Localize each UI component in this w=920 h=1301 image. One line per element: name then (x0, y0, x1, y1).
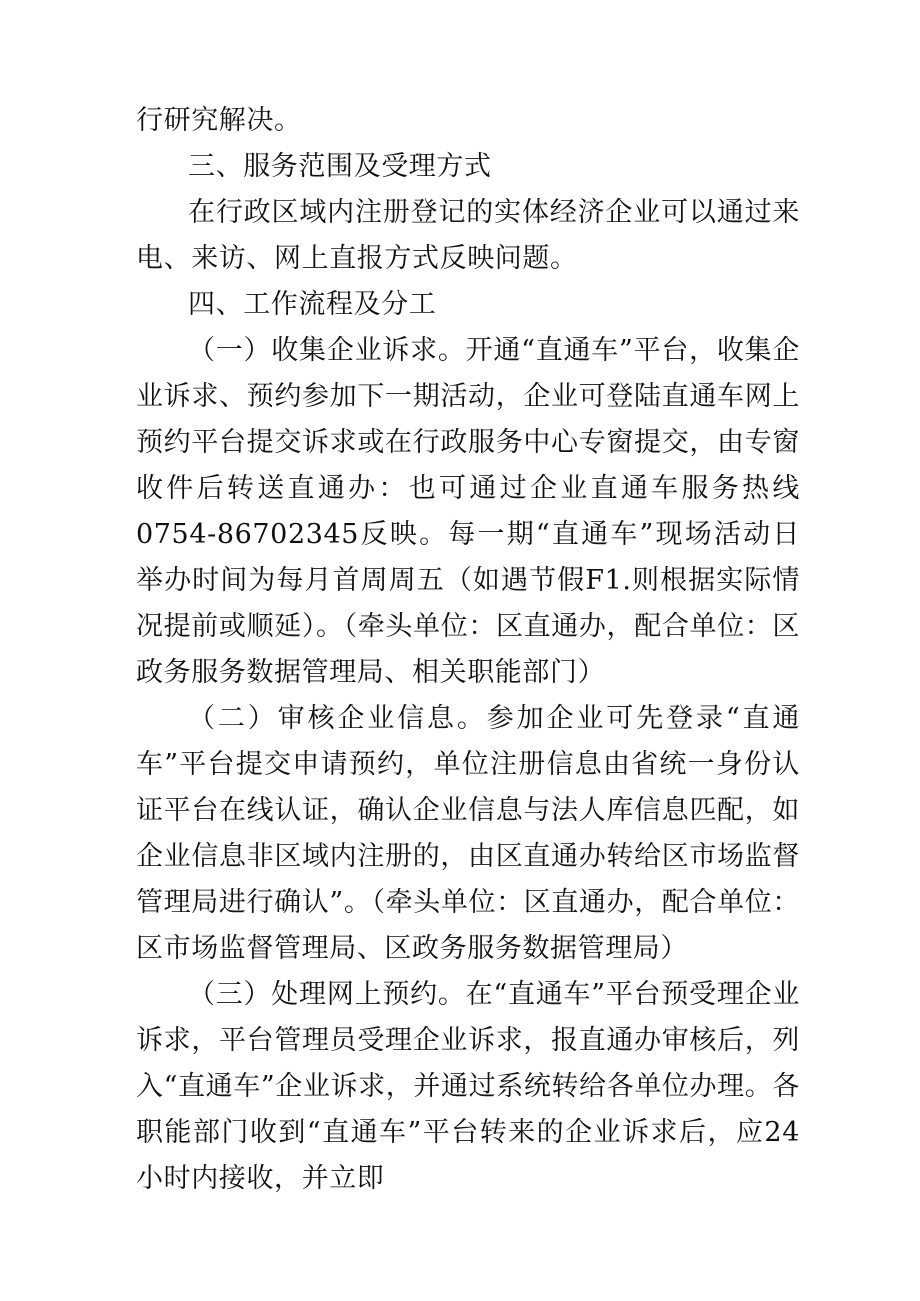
paragraph-process-appointments: （三）处理网上预约。在“直通车”平台预受理企业诉求，平台管理员受理企业诉求，报直通办审核后，列入“直通车”企业诉求，并通过系统转给各单位办理。各职能部门收到“直通车”平台转来的企业诉求后，应24小时内接收，并立即 (136, 979, 800, 1194)
section-heading-workflow: 四、工作流程及分工 (188, 289, 437, 320)
paragraph-continuation: 行研究解决。 (136, 105, 302, 136)
paragraph-review-info: （二）审核企业信息。参加企业可先登录“直通车”平台提交申请预约，单位注册信息由省统一身份认证平台在线认证，确认企业信息与法人库信息匹配，如企业信息非区域内注册的，由区直通办转给区市场监督管理局进行确认”。（牵头单位：区直通办，配合单位：区市场监督管理局、区政务服务数据管理局） (136, 703, 800, 964)
section-heading-service-scope: 三、服务范围及受理方式 (188, 151, 492, 182)
paragraph-service-scope: 在行政区域内注册登记的实体经济企业可以通过来电、来访、网上直报方式反映问题。 (136, 197, 800, 274)
document-page (136, 98, 800, 1202)
paragraph-collect-requests: （一）收集企业诉求。开通“直通车”平台，收集企业诉求、预约参加下一期活动，企业可登陆直通车网上预约平台提交诉求或在行政服务中心专窗提交，由专窗收件后转送直通办：也可通过企业直通车服务热线0754-86702345反映。每一期“直通车”现场活动日举办时间为每月首周周五（如遇节假F1.则根据实际情况提前或顺延）。（牵头单位：区直通办，配合单位：区政务服务数据管理局、相关职能部门） (136, 335, 800, 688)
